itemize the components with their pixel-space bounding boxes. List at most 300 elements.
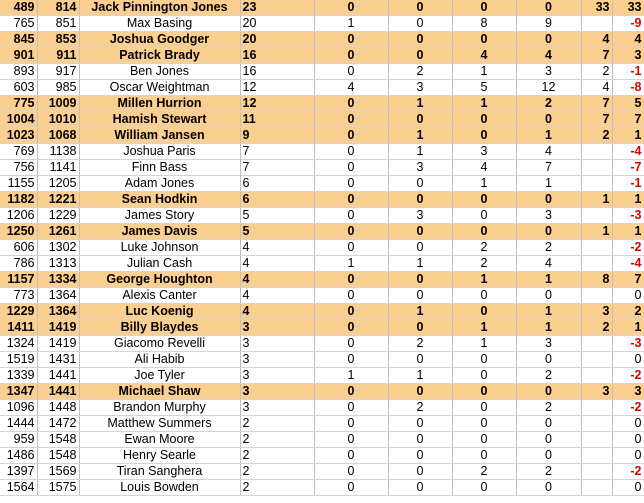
stat-col2-cell: 0 bbox=[388, 384, 452, 400]
stat-col3-cell: 0 bbox=[452, 368, 516, 384]
stat-col5-cell: 3 bbox=[581, 384, 612, 400]
points-cell: 3 bbox=[240, 336, 314, 352]
stat-col4-cell: 3 bbox=[516, 336, 581, 352]
player-name-cell: James Story bbox=[79, 208, 240, 224]
table-row bbox=[0, 304, 644, 320]
table-row bbox=[0, 240, 644, 256]
stat-col2-cell: 1 bbox=[388, 256, 452, 272]
player-id-cell: 756 bbox=[0, 160, 37, 176]
points-cell: 4 bbox=[240, 304, 314, 320]
table-row bbox=[0, 336, 644, 352]
points-cell: 3 bbox=[240, 320, 314, 336]
stat-col2-cell: 0 bbox=[388, 224, 452, 240]
rank-cell: 1221 bbox=[37, 192, 79, 208]
player-id-cell: 1324 bbox=[0, 336, 37, 352]
player-name-cell: Matthew Summers bbox=[79, 416, 240, 432]
stat-col3-cell: 1 bbox=[452, 272, 516, 288]
stat-col2-cell: 3 bbox=[388, 208, 452, 224]
stat-col4-cell: 2 bbox=[516, 368, 581, 384]
player-name-cell: Adam Jones bbox=[79, 176, 240, 192]
stat-col1-cell: 0 bbox=[314, 416, 388, 432]
stat-col1-cell: 0 bbox=[314, 464, 388, 480]
rank-cell: 1141 bbox=[37, 160, 79, 176]
table-row bbox=[0, 272, 644, 288]
stat-col1-cell: 0 bbox=[314, 208, 388, 224]
stat-col5-cell: 2 bbox=[581, 320, 612, 336]
stat-col1-cell: 0 bbox=[314, 224, 388, 240]
difference-cell: 4 bbox=[612, 32, 644, 48]
stat-col2-cell: 0 bbox=[388, 448, 452, 464]
stat-col3-cell: 0 bbox=[452, 432, 516, 448]
difference-cell: 3 bbox=[612, 48, 644, 64]
stat-col2-cell: 0 bbox=[388, 288, 452, 304]
player-id-cell: 1096 bbox=[0, 400, 37, 416]
stat-col4-cell: 1 bbox=[516, 272, 581, 288]
player-id-cell: 489 bbox=[0, 0, 37, 16]
stat-col1-cell: 0 bbox=[314, 96, 388, 112]
player-name-cell: Julian Cash bbox=[79, 256, 240, 272]
points-cell: 23 bbox=[240, 0, 314, 16]
rank-cell: 1431 bbox=[37, 352, 79, 368]
player-name-cell: Hamish Stewart bbox=[79, 112, 240, 128]
points-cell: 9 bbox=[240, 128, 314, 144]
difference-cell: 3 bbox=[612, 384, 644, 400]
stat-col4-cell: 1 bbox=[516, 320, 581, 336]
stat-col1-cell: 0 bbox=[314, 432, 388, 448]
player-name-cell: Max Basing bbox=[79, 16, 240, 32]
points-cell: 2 bbox=[240, 448, 314, 464]
difference-cell: 1 bbox=[612, 320, 644, 336]
points-cell: 5 bbox=[240, 224, 314, 240]
player-name-cell: Luc Koenig bbox=[79, 304, 240, 320]
difference-cell: -2 bbox=[612, 400, 644, 416]
stat-col1-cell: 0 bbox=[314, 384, 388, 400]
stat-col4-cell: 0 bbox=[516, 416, 581, 432]
stat-col4-cell: 4 bbox=[516, 48, 581, 64]
stat-col4-cell: 0 bbox=[516, 432, 581, 448]
stat-col2-cell: 0 bbox=[388, 272, 452, 288]
table-row bbox=[0, 32, 644, 48]
player-id-cell: 1155 bbox=[0, 176, 37, 192]
rank-cell: 1548 bbox=[37, 432, 79, 448]
table-row bbox=[0, 320, 644, 336]
points-cell: 6 bbox=[240, 192, 314, 208]
points-cell: 16 bbox=[240, 48, 314, 64]
player-name-cell: Louis Bowden bbox=[79, 480, 240, 496]
table-row bbox=[0, 48, 644, 64]
rank-cell: 1229 bbox=[37, 208, 79, 224]
rank-cell: 1313 bbox=[37, 256, 79, 272]
stat-col4-cell: 7 bbox=[516, 160, 581, 176]
rank-cell: 814 bbox=[37, 0, 79, 16]
difference-cell: 1 bbox=[612, 128, 644, 144]
stat-col5-cell bbox=[581, 480, 612, 496]
stat-col4-cell: 4 bbox=[516, 144, 581, 160]
table-row bbox=[0, 64, 644, 80]
stat-col5-cell bbox=[581, 352, 612, 368]
stat-col1-cell: 0 bbox=[314, 448, 388, 464]
player-name-cell: Millen Hurrion bbox=[79, 96, 240, 112]
player-id-cell: 603 bbox=[0, 80, 37, 96]
player-id-cell: 1486 bbox=[0, 448, 37, 464]
player-id-cell: 1182 bbox=[0, 192, 37, 208]
difference-cell: -2 bbox=[612, 464, 644, 480]
difference-cell: -1 bbox=[612, 176, 644, 192]
table-row bbox=[0, 464, 644, 480]
table-row bbox=[0, 144, 644, 160]
stat-col1-cell: 1 bbox=[314, 16, 388, 32]
stat-col3-cell: 0 bbox=[452, 480, 516, 496]
table-row bbox=[0, 112, 644, 128]
stat-col3-cell: 0 bbox=[452, 208, 516, 224]
stat-col1-cell: 0 bbox=[314, 160, 388, 176]
table-row bbox=[0, 368, 644, 384]
table-row bbox=[0, 192, 644, 208]
stat-col2-cell: 0 bbox=[388, 240, 452, 256]
difference-cell: -1 bbox=[612, 64, 644, 80]
player-id-cell: 1157 bbox=[0, 272, 37, 288]
stat-col2-cell: 0 bbox=[388, 0, 452, 16]
stat-col3-cell: 1 bbox=[452, 336, 516, 352]
table-row bbox=[0, 288, 644, 304]
player-name-cell: Joshua Goodger bbox=[79, 32, 240, 48]
points-cell: 12 bbox=[240, 96, 314, 112]
rank-cell: 1569 bbox=[37, 464, 79, 480]
player-name-cell: George Houghton bbox=[79, 272, 240, 288]
stat-col3-cell: 0 bbox=[452, 304, 516, 320]
stat-col5-cell: 2 bbox=[581, 128, 612, 144]
stat-col2-cell: 0 bbox=[388, 320, 452, 336]
rank-cell: 1068 bbox=[37, 128, 79, 144]
stat-col5-cell: 4 bbox=[581, 32, 612, 48]
stat-col4-cell: 4 bbox=[516, 256, 581, 272]
stat-col3-cell: 8 bbox=[452, 16, 516, 32]
difference-cell: -3 bbox=[612, 208, 644, 224]
player-name-cell: Patrick Brady bbox=[79, 48, 240, 64]
stat-col2-cell: 3 bbox=[388, 80, 452, 96]
points-cell: 4 bbox=[240, 272, 314, 288]
rank-cell: 1009 bbox=[37, 96, 79, 112]
stat-col3-cell: 0 bbox=[452, 128, 516, 144]
stat-col2-cell: 0 bbox=[388, 464, 452, 480]
player-name-cell: Alexis Canter bbox=[79, 288, 240, 304]
stat-col3-cell: 3 bbox=[452, 144, 516, 160]
stat-col5-cell: 7 bbox=[581, 112, 612, 128]
stat-col3-cell: 0 bbox=[452, 192, 516, 208]
points-cell: 2 bbox=[240, 464, 314, 480]
table-row bbox=[0, 160, 644, 176]
stat-col5-cell: 1 bbox=[581, 224, 612, 240]
rank-cell: 1261 bbox=[37, 224, 79, 240]
stat-col4-cell: 2 bbox=[516, 240, 581, 256]
table-row bbox=[0, 432, 644, 448]
player-id-cell: 1339 bbox=[0, 368, 37, 384]
stat-col4-cell: 3 bbox=[516, 208, 581, 224]
stat-col2-cell: 1 bbox=[388, 128, 452, 144]
table-row bbox=[0, 0, 644, 16]
difference-cell: 1 bbox=[612, 192, 644, 208]
stat-col3-cell: 1 bbox=[452, 64, 516, 80]
stat-col5-cell bbox=[581, 400, 612, 416]
rank-cell: 1302 bbox=[37, 240, 79, 256]
player-id-cell: 893 bbox=[0, 64, 37, 80]
stat-col2-cell: 0 bbox=[388, 192, 452, 208]
stat-col1-cell: 4 bbox=[314, 80, 388, 96]
points-cell: 2 bbox=[240, 432, 314, 448]
player-name-cell: Oscar Weightman bbox=[79, 80, 240, 96]
stat-col1-cell: 0 bbox=[314, 0, 388, 16]
stat-col3-cell: 0 bbox=[452, 384, 516, 400]
stat-col5-cell bbox=[581, 448, 612, 464]
stat-col5-cell bbox=[581, 160, 612, 176]
stat-col3-cell: 4 bbox=[452, 160, 516, 176]
stat-col1-cell: 0 bbox=[314, 336, 388, 352]
stat-col2-cell: 1 bbox=[388, 96, 452, 112]
stat-col4-cell: 0 bbox=[516, 112, 581, 128]
table-row bbox=[0, 208, 644, 224]
table-row bbox=[0, 384, 644, 400]
stat-col1-cell: 0 bbox=[314, 352, 388, 368]
difference-cell: 5 bbox=[612, 96, 644, 112]
stat-col3-cell: 0 bbox=[452, 400, 516, 416]
player-name-cell: Ali Habib bbox=[79, 352, 240, 368]
table-row bbox=[0, 416, 644, 432]
stat-col2-cell: 0 bbox=[388, 32, 452, 48]
difference-cell: 7 bbox=[612, 272, 644, 288]
rank-cell: 1419 bbox=[37, 336, 79, 352]
points-cell: 3 bbox=[240, 384, 314, 400]
player-id-cell: 959 bbox=[0, 432, 37, 448]
stat-col3-cell: 0 bbox=[452, 32, 516, 48]
stat-col1-cell: 0 bbox=[314, 144, 388, 160]
stat-col4-cell: 0 bbox=[516, 0, 581, 16]
stat-col1-cell: 0 bbox=[314, 288, 388, 304]
stat-col5-cell: 33 bbox=[581, 0, 612, 16]
stat-col2-cell: 0 bbox=[388, 432, 452, 448]
table-row bbox=[0, 480, 644, 496]
player-id-cell: 845 bbox=[0, 32, 37, 48]
table-row bbox=[0, 176, 644, 192]
stat-col2-cell: 0 bbox=[388, 176, 452, 192]
stat-col1-cell: 0 bbox=[314, 128, 388, 144]
stat-col5-cell bbox=[581, 416, 612, 432]
stat-col3-cell: 1 bbox=[452, 320, 516, 336]
stat-col3-cell: 0 bbox=[452, 0, 516, 16]
player-id-cell: 773 bbox=[0, 288, 37, 304]
stat-col4-cell: 9 bbox=[516, 16, 581, 32]
stat-col1-cell: 1 bbox=[314, 256, 388, 272]
difference-cell: 7 bbox=[612, 112, 644, 128]
difference-cell: 0 bbox=[612, 448, 644, 464]
difference-cell: 0 bbox=[612, 352, 644, 368]
stat-col5-cell bbox=[581, 336, 612, 352]
stat-col2-cell: 1 bbox=[388, 144, 452, 160]
player-id-cell: 1444 bbox=[0, 416, 37, 432]
stat-col2-cell: 2 bbox=[388, 400, 452, 416]
stat-col4-cell: 1 bbox=[516, 304, 581, 320]
player-name-cell: Michael Shaw bbox=[79, 384, 240, 400]
points-cell: 2 bbox=[240, 480, 314, 496]
points-cell: 4 bbox=[240, 288, 314, 304]
stat-col3-cell: 0 bbox=[452, 112, 516, 128]
table-row bbox=[0, 224, 644, 240]
rank-cell: 1205 bbox=[37, 176, 79, 192]
rank-cell: 853 bbox=[37, 32, 79, 48]
stat-col3-cell: 0 bbox=[452, 416, 516, 432]
table-row bbox=[0, 400, 644, 416]
player-id-cell: 606 bbox=[0, 240, 37, 256]
stat-col4-cell: 0 bbox=[516, 192, 581, 208]
stat-col1-cell: 0 bbox=[314, 32, 388, 48]
stat-col1-cell: 0 bbox=[314, 304, 388, 320]
rank-cell: 1334 bbox=[37, 272, 79, 288]
rank-cell: 1441 bbox=[37, 384, 79, 400]
player-id-cell: 1250 bbox=[0, 224, 37, 240]
stat-col4-cell: 2 bbox=[516, 400, 581, 416]
stat-col1-cell: 0 bbox=[314, 64, 388, 80]
stat-col5-cell bbox=[581, 240, 612, 256]
points-cell: 12 bbox=[240, 80, 314, 96]
player-id-cell: 769 bbox=[0, 144, 37, 160]
points-cell: 7 bbox=[240, 160, 314, 176]
points-cell: 6 bbox=[240, 176, 314, 192]
stat-col2-cell: 0 bbox=[388, 112, 452, 128]
stat-col5-cell: 7 bbox=[581, 48, 612, 64]
difference-cell: 0 bbox=[612, 480, 644, 496]
stat-col3-cell: 0 bbox=[452, 352, 516, 368]
stat-col1-cell: 0 bbox=[314, 48, 388, 64]
player-name-cell: Billy Blaydes bbox=[79, 320, 240, 336]
stat-col4-cell: 3 bbox=[516, 64, 581, 80]
difference-cell: -8 bbox=[612, 80, 644, 96]
player-name-cell: Ewan Moore bbox=[79, 432, 240, 448]
player-id-cell: 1347 bbox=[0, 384, 37, 400]
stat-col5-cell bbox=[581, 16, 612, 32]
table-row bbox=[0, 128, 644, 144]
stat-col1-cell: 0 bbox=[314, 320, 388, 336]
table-row bbox=[0, 96, 644, 112]
player-name-cell: Finn Bass bbox=[79, 160, 240, 176]
player-name-cell: Luke Johnson bbox=[79, 240, 240, 256]
player-name-cell: Jack Pinnington Jones bbox=[79, 0, 240, 16]
player-id-cell: 1564 bbox=[0, 480, 37, 496]
difference-cell: -7 bbox=[612, 160, 644, 176]
player-name-cell: Joe Tyler bbox=[79, 368, 240, 384]
stat-col4-cell: 0 bbox=[516, 384, 581, 400]
points-cell: 7 bbox=[240, 144, 314, 160]
difference-cell: 33 bbox=[612, 0, 644, 16]
stat-col1-cell: 0 bbox=[314, 192, 388, 208]
stat-col5-cell: 1 bbox=[581, 192, 612, 208]
stat-col4-cell: 12 bbox=[516, 80, 581, 96]
rank-cell: 1138 bbox=[37, 144, 79, 160]
points-cell: 16 bbox=[240, 64, 314, 80]
table-row bbox=[0, 80, 644, 96]
player-id-cell: 1004 bbox=[0, 112, 37, 128]
stat-col2-cell: 0 bbox=[388, 416, 452, 432]
stat-col4-cell: 0 bbox=[516, 32, 581, 48]
difference-cell: 0 bbox=[612, 288, 644, 304]
difference-cell: -9 bbox=[612, 16, 644, 32]
stat-col5-cell: 8 bbox=[581, 272, 612, 288]
stat-col3-cell: 1 bbox=[452, 176, 516, 192]
stat-col5-cell bbox=[581, 208, 612, 224]
stat-col5-cell bbox=[581, 176, 612, 192]
points-cell: 3 bbox=[240, 400, 314, 416]
stat-col5-cell bbox=[581, 432, 612, 448]
difference-cell: -2 bbox=[612, 240, 644, 256]
player-id-cell: 1397 bbox=[0, 464, 37, 480]
points-cell: 3 bbox=[240, 368, 314, 384]
stat-col2-cell: 2 bbox=[388, 64, 452, 80]
table-row bbox=[0, 256, 644, 272]
player-id-cell: 775 bbox=[0, 96, 37, 112]
points-cell: 20 bbox=[240, 32, 314, 48]
table-row bbox=[0, 16, 644, 32]
stat-col2-cell: 1 bbox=[388, 368, 452, 384]
stat-col1-cell: 0 bbox=[314, 480, 388, 496]
stat-col5-cell bbox=[581, 256, 612, 272]
stat-col2-cell: 1 bbox=[388, 304, 452, 320]
stat-col3-cell: 0 bbox=[452, 448, 516, 464]
player-id-cell: 786 bbox=[0, 256, 37, 272]
table-row bbox=[0, 448, 644, 464]
player-id-cell: 1206 bbox=[0, 208, 37, 224]
stat-col1-cell: 1 bbox=[314, 368, 388, 384]
stat-col3-cell: 2 bbox=[452, 240, 516, 256]
stat-col2-cell: 3 bbox=[388, 160, 452, 176]
player-id-cell: 1229 bbox=[0, 304, 37, 320]
rank-cell: 985 bbox=[37, 80, 79, 96]
rank-cell: 1575 bbox=[37, 480, 79, 496]
stat-col1-cell: 0 bbox=[314, 400, 388, 416]
difference-cell: -4 bbox=[612, 256, 644, 272]
stat-col4-cell: 0 bbox=[516, 224, 581, 240]
stat-col5-cell bbox=[581, 464, 612, 480]
table-row bbox=[0, 352, 644, 368]
rank-cell: 1472 bbox=[37, 416, 79, 432]
stat-col4-cell: 0 bbox=[516, 352, 581, 368]
stat-col2-cell: 2 bbox=[388, 336, 452, 352]
difference-cell: -4 bbox=[612, 144, 644, 160]
player-id-cell: 1411 bbox=[0, 320, 37, 336]
stat-col3-cell: 4 bbox=[452, 48, 516, 64]
stat-col2-cell: 0 bbox=[388, 48, 452, 64]
stat-col1-cell: 0 bbox=[314, 272, 388, 288]
stat-col1-cell: 0 bbox=[314, 112, 388, 128]
stat-col4-cell: 2 bbox=[516, 96, 581, 112]
rank-cell: 1364 bbox=[37, 304, 79, 320]
stat-col3-cell: 1 bbox=[452, 96, 516, 112]
points-cell: 11 bbox=[240, 112, 314, 128]
stat-col4-cell: 1 bbox=[516, 176, 581, 192]
player-name-cell: Brandon Murphy bbox=[79, 400, 240, 416]
stat-col3-cell: 5 bbox=[452, 80, 516, 96]
stat-col3-cell: 2 bbox=[452, 464, 516, 480]
stat-col3-cell: 2 bbox=[452, 256, 516, 272]
stat-col5-cell bbox=[581, 144, 612, 160]
difference-cell: -3 bbox=[612, 336, 644, 352]
stat-col3-cell: 0 bbox=[452, 288, 516, 304]
player-id-cell: 901 bbox=[0, 48, 37, 64]
player-name-cell: Giacomo Revelli bbox=[79, 336, 240, 352]
stat-col3-cell: 0 bbox=[452, 224, 516, 240]
stat-col5-cell bbox=[581, 288, 612, 304]
player-name-cell: James Davis bbox=[79, 224, 240, 240]
rank-cell: 1448 bbox=[37, 400, 79, 416]
difference-cell: 1 bbox=[612, 224, 644, 240]
player-name-cell: Sean Hodkin bbox=[79, 192, 240, 208]
